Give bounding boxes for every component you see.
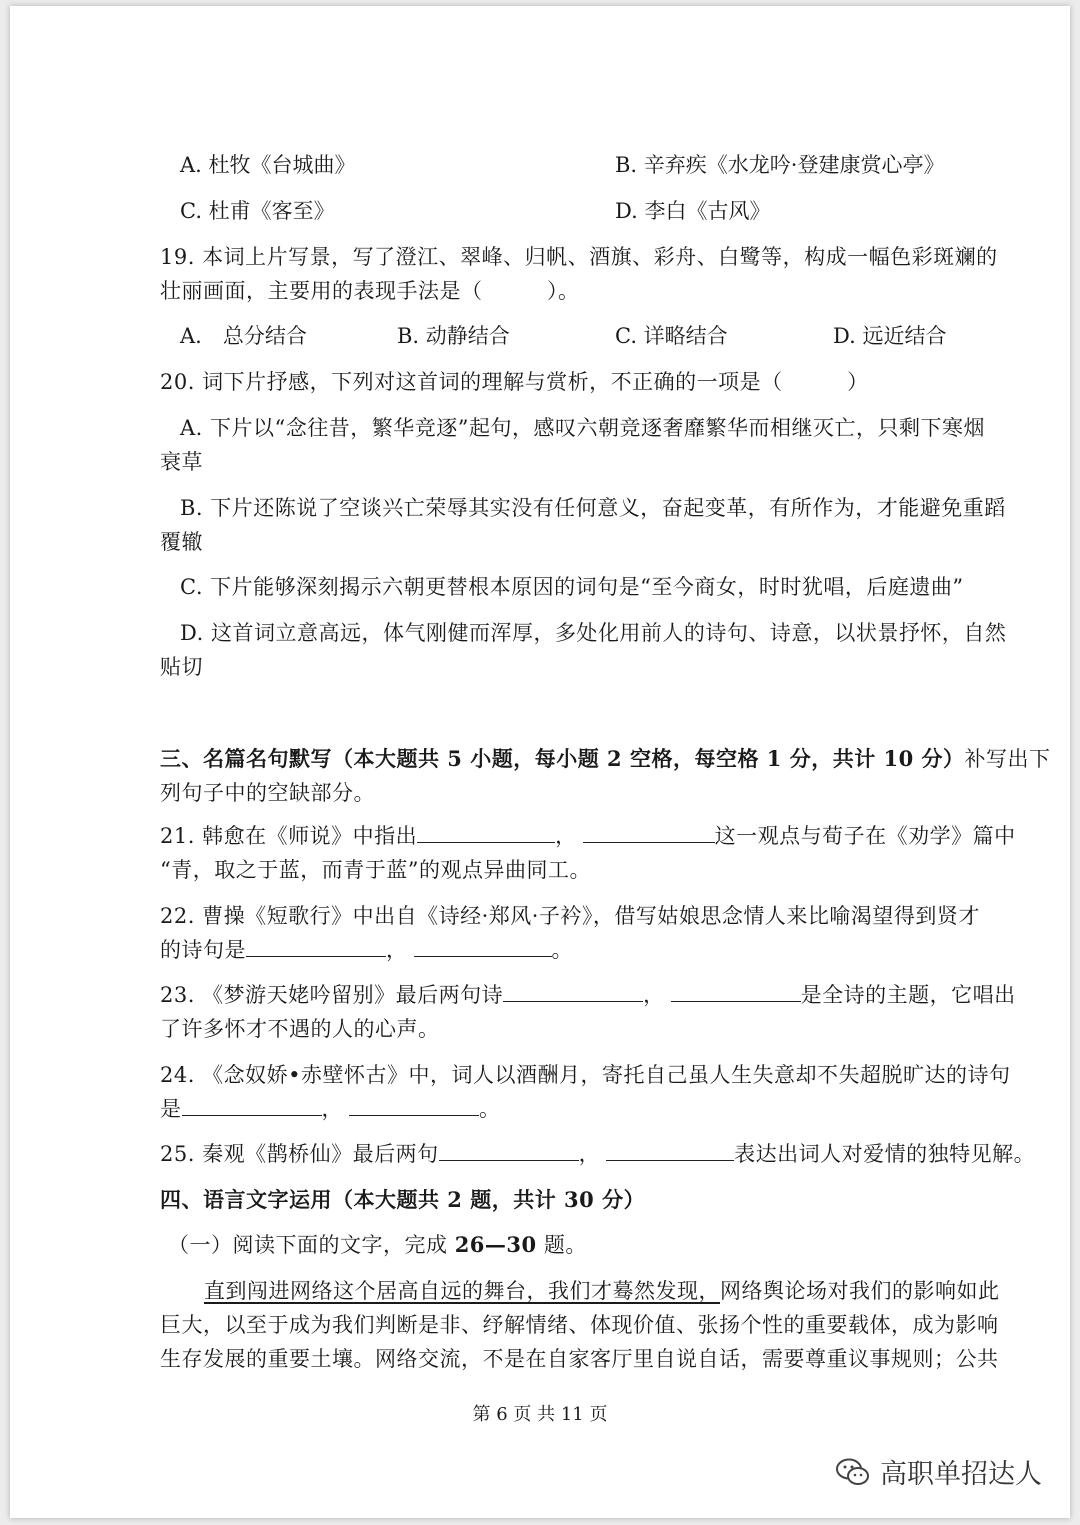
q22-end: 。 (551, 938, 573, 962)
q20-option-b-line1: B. 下片还陈说了空谈兴亡荣辱其实没有任何意义，奋起变革，有所作为，才能避免重蹈 (180, 496, 1006, 520)
q19-option-a: A. 总分结合 (180, 324, 307, 348)
q20-option-a-line1: A. 下片以“念往昔，繁华竞逐”起句，感叹六朝竞逐奢靡繁华而相继灭亡，只剩下寒烟 (180, 416, 985, 440)
reading-intro-post: 题。 (536, 1233, 587, 1257)
q18-option-c: C. 杜甫《客至》 (180, 199, 335, 223)
passage-line2: 巨大，以至于成为我们判断是非、纾解情绪、体现价值、张扬个性的重要载体，成为影响 (160, 1313, 999, 1337)
section3-heading: 三、名篇名句默写（本大题共 5 小题，每小题 2 空格，每空格 1 分，共计 10 分） (160, 746, 965, 771)
section3-heading-line2: 列句子中的空缺部分。 (160, 781, 375, 805)
q24-line1: 24. 《念奴娇•赤壁怀古》中，词人以酒酬月，寄托自己虽人生失意却不失超脱旷达的诗句 (160, 1063, 1011, 1087)
q22-blank-2[interactable] (414, 934, 552, 957)
q20-stem: 20. 词下片抒感，下列对这首词的理解与赏析，不正确的一项是（ ） (160, 370, 869, 394)
q20-option-c: C. 下片能够深刻揭示六朝更替根本原因的词句是“至今商女，时时犹唱，后庭遗曲” (180, 575, 964, 599)
q21-line1 (160, 820, 1016, 852)
passage-line1 (204, 1275, 1000, 1307)
q25-separator: ， (578, 1142, 601, 1166)
q25-blank-1[interactable] (439, 1138, 579, 1161)
q23-line1 (160, 979, 1016, 1011)
q25-line1 (160, 1138, 1035, 1170)
q22-blank-1[interactable] (246, 934, 386, 957)
q22-text-pre: 的诗句是 (160, 938, 246, 962)
q19-option-d: D. 远近结合 (833, 324, 947, 348)
passage-line3: 生存发展的重要土壤。网络交流，不是在自家客厅里自说自话，需要尊重议事规则；公共 (160, 1347, 999, 1371)
passage-underlined-text: 直到闯进网络这个居高自远的舞台，我们才蓦然发现， (204, 1279, 720, 1303)
reading-intro (168, 1229, 587, 1261)
q19-option-c: C. 详略结合 (615, 324, 728, 348)
q23-blank-2[interactable] (671, 979, 801, 1002)
q21-text-pre: 21. 韩愈在《师说》中指出 (160, 824, 418, 848)
q23-separator: ， (643, 983, 665, 1007)
exam-page (10, 6, 1070, 1518)
q22-line1: 22. 曹操《短歌行》中出自《诗经·郑风·子衿》，借写姑娘思念情人来比喻渴望得到贤才 (160, 904, 980, 928)
q23-blank-1[interactable] (503, 979, 643, 1002)
q20-option-d-line2: 贴切 (160, 655, 203, 679)
q21-blank-2[interactable] (583, 820, 715, 843)
reading-intro-pre: （一）阅读下面的文字，完成 (168, 1233, 455, 1257)
reading-intro-range: 26—30 (454, 1232, 537, 1257)
q24-line2 (160, 1093, 501, 1125)
passage-line1-rest: 网络舆论场对我们的影响如此 (720, 1279, 1000, 1303)
q21-line2: “青，取之于蓝，而青于蓝”的观点异曲同工。 (160, 858, 591, 882)
q22-line2 (160, 934, 573, 966)
q18-option-a: A. 杜牧《台城曲》 (180, 153, 356, 177)
section3-heading-tail: 补写出下 (964, 747, 1051, 771)
watermark-text: 高职单招达人 (880, 1459, 1042, 1490)
q20-option-d-line1: D. 这首词立意高远，体气刚健而浑厚，多处化用前人的诗句、诗意，以状景抒怀，自然 (180, 621, 1007, 645)
q24-text-pre: 是 (160, 1097, 182, 1121)
q19-stem-line1: 19. 本词上片写景，写了澄江、翠峰、归帆、酒旗、彩舟、白鹭等，构成一幅色彩斑斓的 (160, 245, 998, 269)
wechat-icon (834, 1457, 872, 1487)
q21-text-post: 这一观点与荀子在《劝学》篇中 (714, 824, 1016, 848)
q24-end: 。 (479, 1097, 501, 1121)
q23-line2: 了许多怀才不遇的人的心声。 (160, 1017, 440, 1041)
q18-option-b: B. 辛弃疾《水龙吟·登建康赏心亭》 (615, 153, 945, 177)
q20-option-b-line2: 覆辙 (160, 530, 203, 554)
q19-stem-line2: 壮丽画面，主要用的表现手法是（ ）。 (160, 279, 580, 303)
q20-option-a-line2: 衰草 (160, 450, 203, 474)
q23-text-post: 是全诗的主题，它唱出 (800, 983, 1016, 1007)
q25-blank-2[interactable] (606, 1138, 734, 1161)
q24-blank-2[interactable] (349, 1093, 479, 1116)
section4-heading: 四、语言文字运用（本大题共 2 题，共计 30 分） (160, 1187, 646, 1212)
q23-text-pre: 23. 《梦游天姥吟留别》最后两句诗 (160, 983, 504, 1007)
watermark (834, 1452, 1042, 1491)
q24-separator: ， (321, 1097, 343, 1121)
section3-heading-line1 (160, 743, 1051, 775)
q18-option-d: D. 李白《古风》 (615, 199, 771, 223)
q24-blank-1[interactable] (182, 1093, 322, 1116)
q19-option-b: B. 动静结合 (397, 324, 510, 348)
q25-text-pre: 25. 秦观《鹊桥仙》最后两句 (160, 1142, 439, 1166)
q25-text-post: 表达出词人对爱情的独特见解。 (734, 1142, 1036, 1166)
q22-separator: ， (386, 938, 408, 962)
page-number-footer: 第 6 页 共 11 页 (472, 1404, 608, 1425)
q21-separator: ， (555, 824, 577, 848)
q21-blank-1[interactable] (417, 820, 555, 843)
